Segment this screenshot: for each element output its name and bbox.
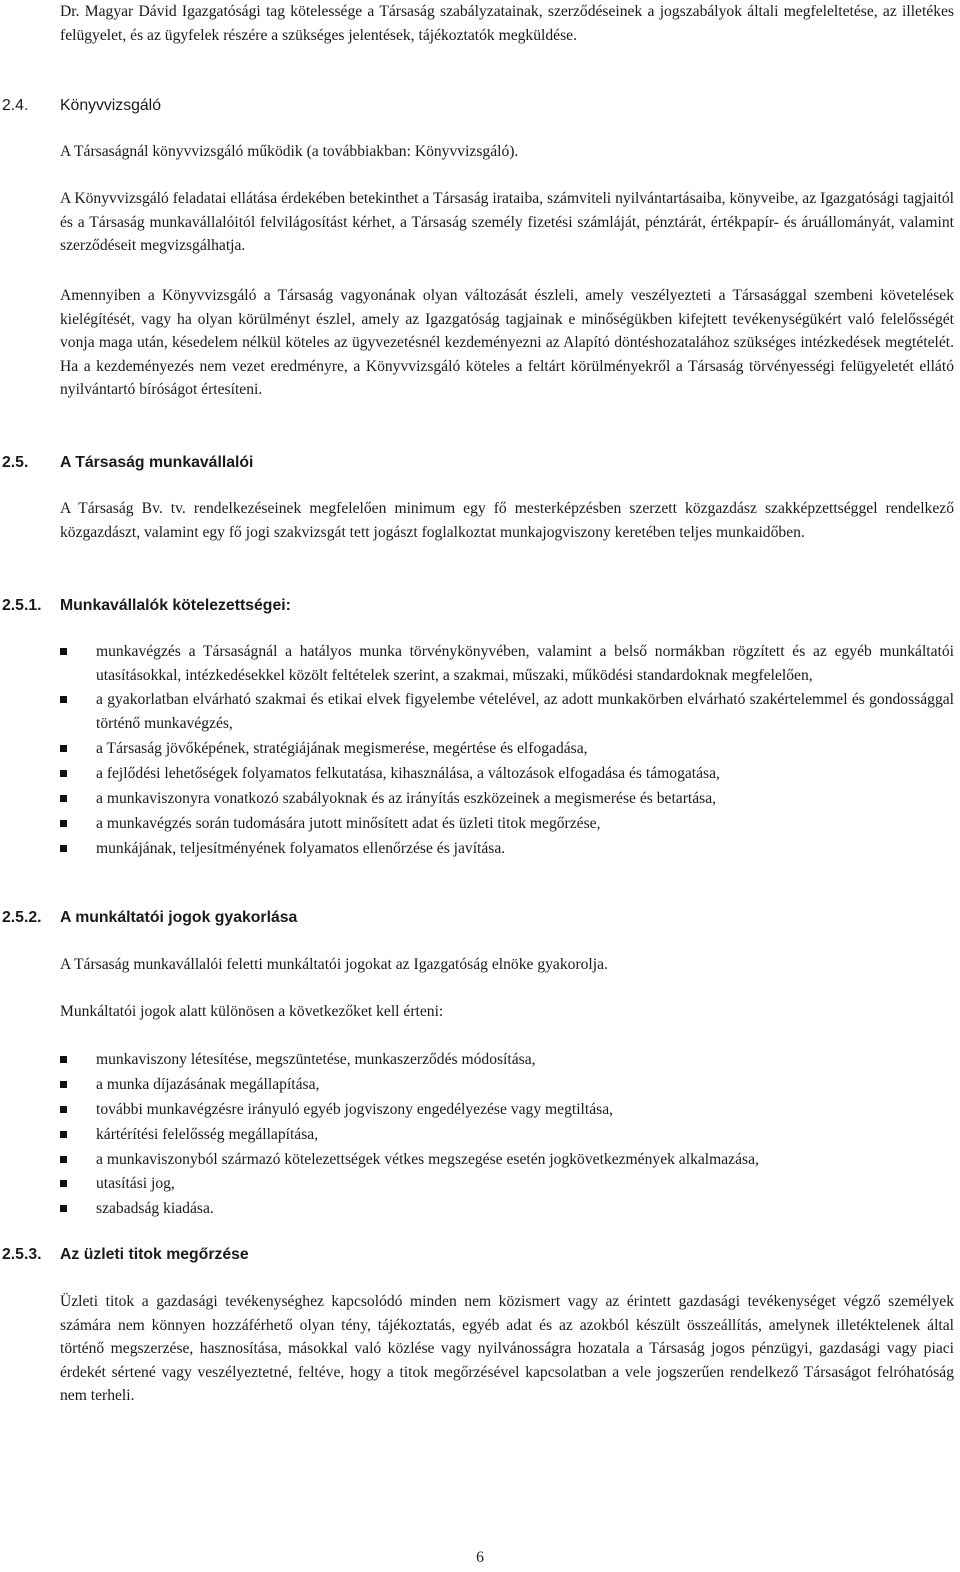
section-2-5-heading (2, 451, 253, 475)
section-2-4-paragraph-1: A Társaságnál könyvvizsgáló működik (a továbbiakban: Könyvvizsgáló). (60, 143, 519, 160)
section-title: Könyvvizsgáló (60, 97, 161, 114)
list-item: munkájának, teljesítményének folyamatos ellenőrzése és javítása. (60, 837, 954, 861)
bullet-icon (60, 1205, 67, 1212)
section-title: Munkavállalók kötelezettségei: (60, 597, 291, 614)
bullet-icon (60, 1106, 67, 1113)
section-title: Az üzleti titok megőrzése (60, 1246, 249, 1263)
list-item: munkavégzés a Társaságnál a hatályos munka törvénykönyvében, valamint a belső normákban rögzített és az egyéb munkáltatói utasításokkal, intézkedésekkel közölt feltételek szerint, a szakmai, műszaki, működési standardoknak megfelelően, (60, 640, 954, 687)
section-title: A munkáltatói jogok gyakorlása (60, 909, 298, 926)
list-item: kártérítési felelősség megállapítása, (60, 1123, 954, 1147)
page-number: 6 (476, 1549, 484, 1566)
section-number: 2.5.1. (2, 597, 42, 614)
section-2-5-paragraph: A Társaság Bv. tv. rendelkezéseinek megfelelően minimum egy fő mesterképzésben szerzett közgazdász szakképzettséggel rendelkező közgazdászt, valamint egy fő jogi szakvizsgát tett jogászt foglalkoztat munkajogviszony keretében teljes munkaidőben. (60, 500, 954, 541)
list-item: a munkaviszonyból származó kötelezettségek vétkes megszegése esetén jogkövetkezmények alkalmazása, (60, 1148, 954, 1172)
section-2-5-3-paragraph: Üzleti titok a gazdasági tevékenységhez kapcsolódó minden nem közismert vagy az érintett gazdasági tevékenységet végző személyek számára nem könnyen hozzáférhető olyan tény, tájékoztatás, egyéb adat és az azokból készült összeállítás, amelynek illetéktelenek által történő megszerzése, hasznosítása, másokkal való közlése vagy nyilvánosságra hozatala a Társaság jogos pénzügyi, gazdasági vagy piaci érdekét sértené vagy veszélyeztetné, feltéve, hogy a titok megőrzésével kapcsolatban a vele jogszerűen rendelkező Társaságot felróhatóság nem terheli. (60, 1293, 954, 1405)
bullet-icon (60, 1131, 67, 1138)
list-item: a munkavégzés során tudomására jutott minősített adat és üzleti titok megőrzése, (60, 812, 954, 836)
section-number: 2.5.2. (2, 909, 42, 926)
employer-rights-list (60, 1048, 954, 1222)
bullet-icon (60, 696, 67, 703)
list-item: munkaviszony létesítése, megszüntetése, munkaszerződés módosítása, (60, 1048, 954, 1072)
intro-paragraph: Dr. Magyar Dávid Igazgatósági tag kötelessége a Társaság szabályzatainak, szerződéseinek a jogszabályok általi megfeleltetése, az illetékes felügyelet, és az ügyfelek részére a szükséges jelentések, tájékoztatók megküldése. (60, 3, 954, 44)
bullet-icon (60, 820, 67, 827)
list-item: szabadság kiadása. (60, 1197, 954, 1221)
bullet-icon (60, 1056, 67, 1063)
obligations-list (60, 640, 954, 861)
section-2-5-2-heading (2, 906, 297, 930)
section-2-4-paragraph-2: A Könyvvizsgáló feladatai ellátása érdekében betekinthet a Társaság irataiba, számviteli nyilvántartásaiba, könyveibe, az Igazgatósági tagjaitól és a Társaság munkavállalóitól felvilágosítást kérhet, a Társaság személy fizetési számláját, pénztárát, értékpapír- és áruállományát, valamint szerződéseit megvizsgálhatja. (60, 190, 954, 255)
bullet-icon (60, 770, 67, 777)
bullet-icon (60, 745, 67, 752)
section-number: 2.5.3. (2, 1246, 42, 1263)
section-2-5-2-paragraph-1: A Társaság munkavállalói feletti munkáltatói jogokat az Igazgatóság elnöke gyakorolja. (60, 956, 608, 973)
list-item: a fejlődési lehetőségek folyamatos felkutatása, kihasználása, a változások elfogadása és támogatása, (60, 762, 954, 786)
bullet-icon (60, 1156, 67, 1163)
list-item: utasítási jog, (60, 1172, 954, 1196)
list-item: a Társaság jövőképének, stratégiájának megismerése, megértése és elfogadása, (60, 737, 954, 761)
bullet-icon (60, 845, 67, 852)
section-2-4-heading (2, 94, 161, 118)
bullet-icon (60, 795, 67, 802)
list-item: a munka díjazásának megállapítása, (60, 1073, 954, 1097)
bullet-icon (60, 1081, 67, 1088)
list-item: további munkavégzésre irányuló egyéb jogviszony engedélyezése vagy megtiltása, (60, 1098, 954, 1122)
list-item: a gyakorlatban elvárható szakmai és etikai elvek figyelembe vételével, az adott munkakörben elvárható szakértelemmel és gondossággal történő munkavégzés, (60, 688, 954, 735)
section-title: A Társaság munkavállalói (60, 454, 254, 471)
section-number: 2.4. (2, 97, 29, 114)
bullet-icon (60, 1180, 67, 1187)
section-2-5-3-heading (2, 1243, 249, 1267)
section-2-5-1-heading (2, 594, 291, 618)
section-2-5-2-paragraph-2: Munkáltatói jogok alatt különösen a következőket kell érteni: (60, 1003, 444, 1020)
bullet-icon (60, 648, 67, 655)
section-2-4-paragraph-3: Amennyiben a Könyvvizsgáló a Társaság vagyonának olyan változását észleli, amely veszélyezteti a Társasággal szembeni követelések kielégítését, vagy ha olyan körülményt észlel, amely az Igazgatóság tagjainak e minőségükben kifejtett tevékenységükért való felelősségét vonja maga után, késedelem nélkül köteles az ügyvezetésnél kezdeményezni az Alapító döntéshozatalához szükséges intézkedések megtételét. Ha a kezdeményezés nem vezet eredményre, a Könyvvizsgáló köteles a feltárt körülményekről a Társaság törvényességi felügyeletét ellátó nyilvántartó bíróságot értesíteni. (60, 287, 954, 399)
section-number: 2.5. (2, 454, 29, 471)
list-item: a munkaviszonyra vonatkozó szabályoknak és az irányítás eszközeinek a megismerése és betartása, (60, 787, 954, 811)
